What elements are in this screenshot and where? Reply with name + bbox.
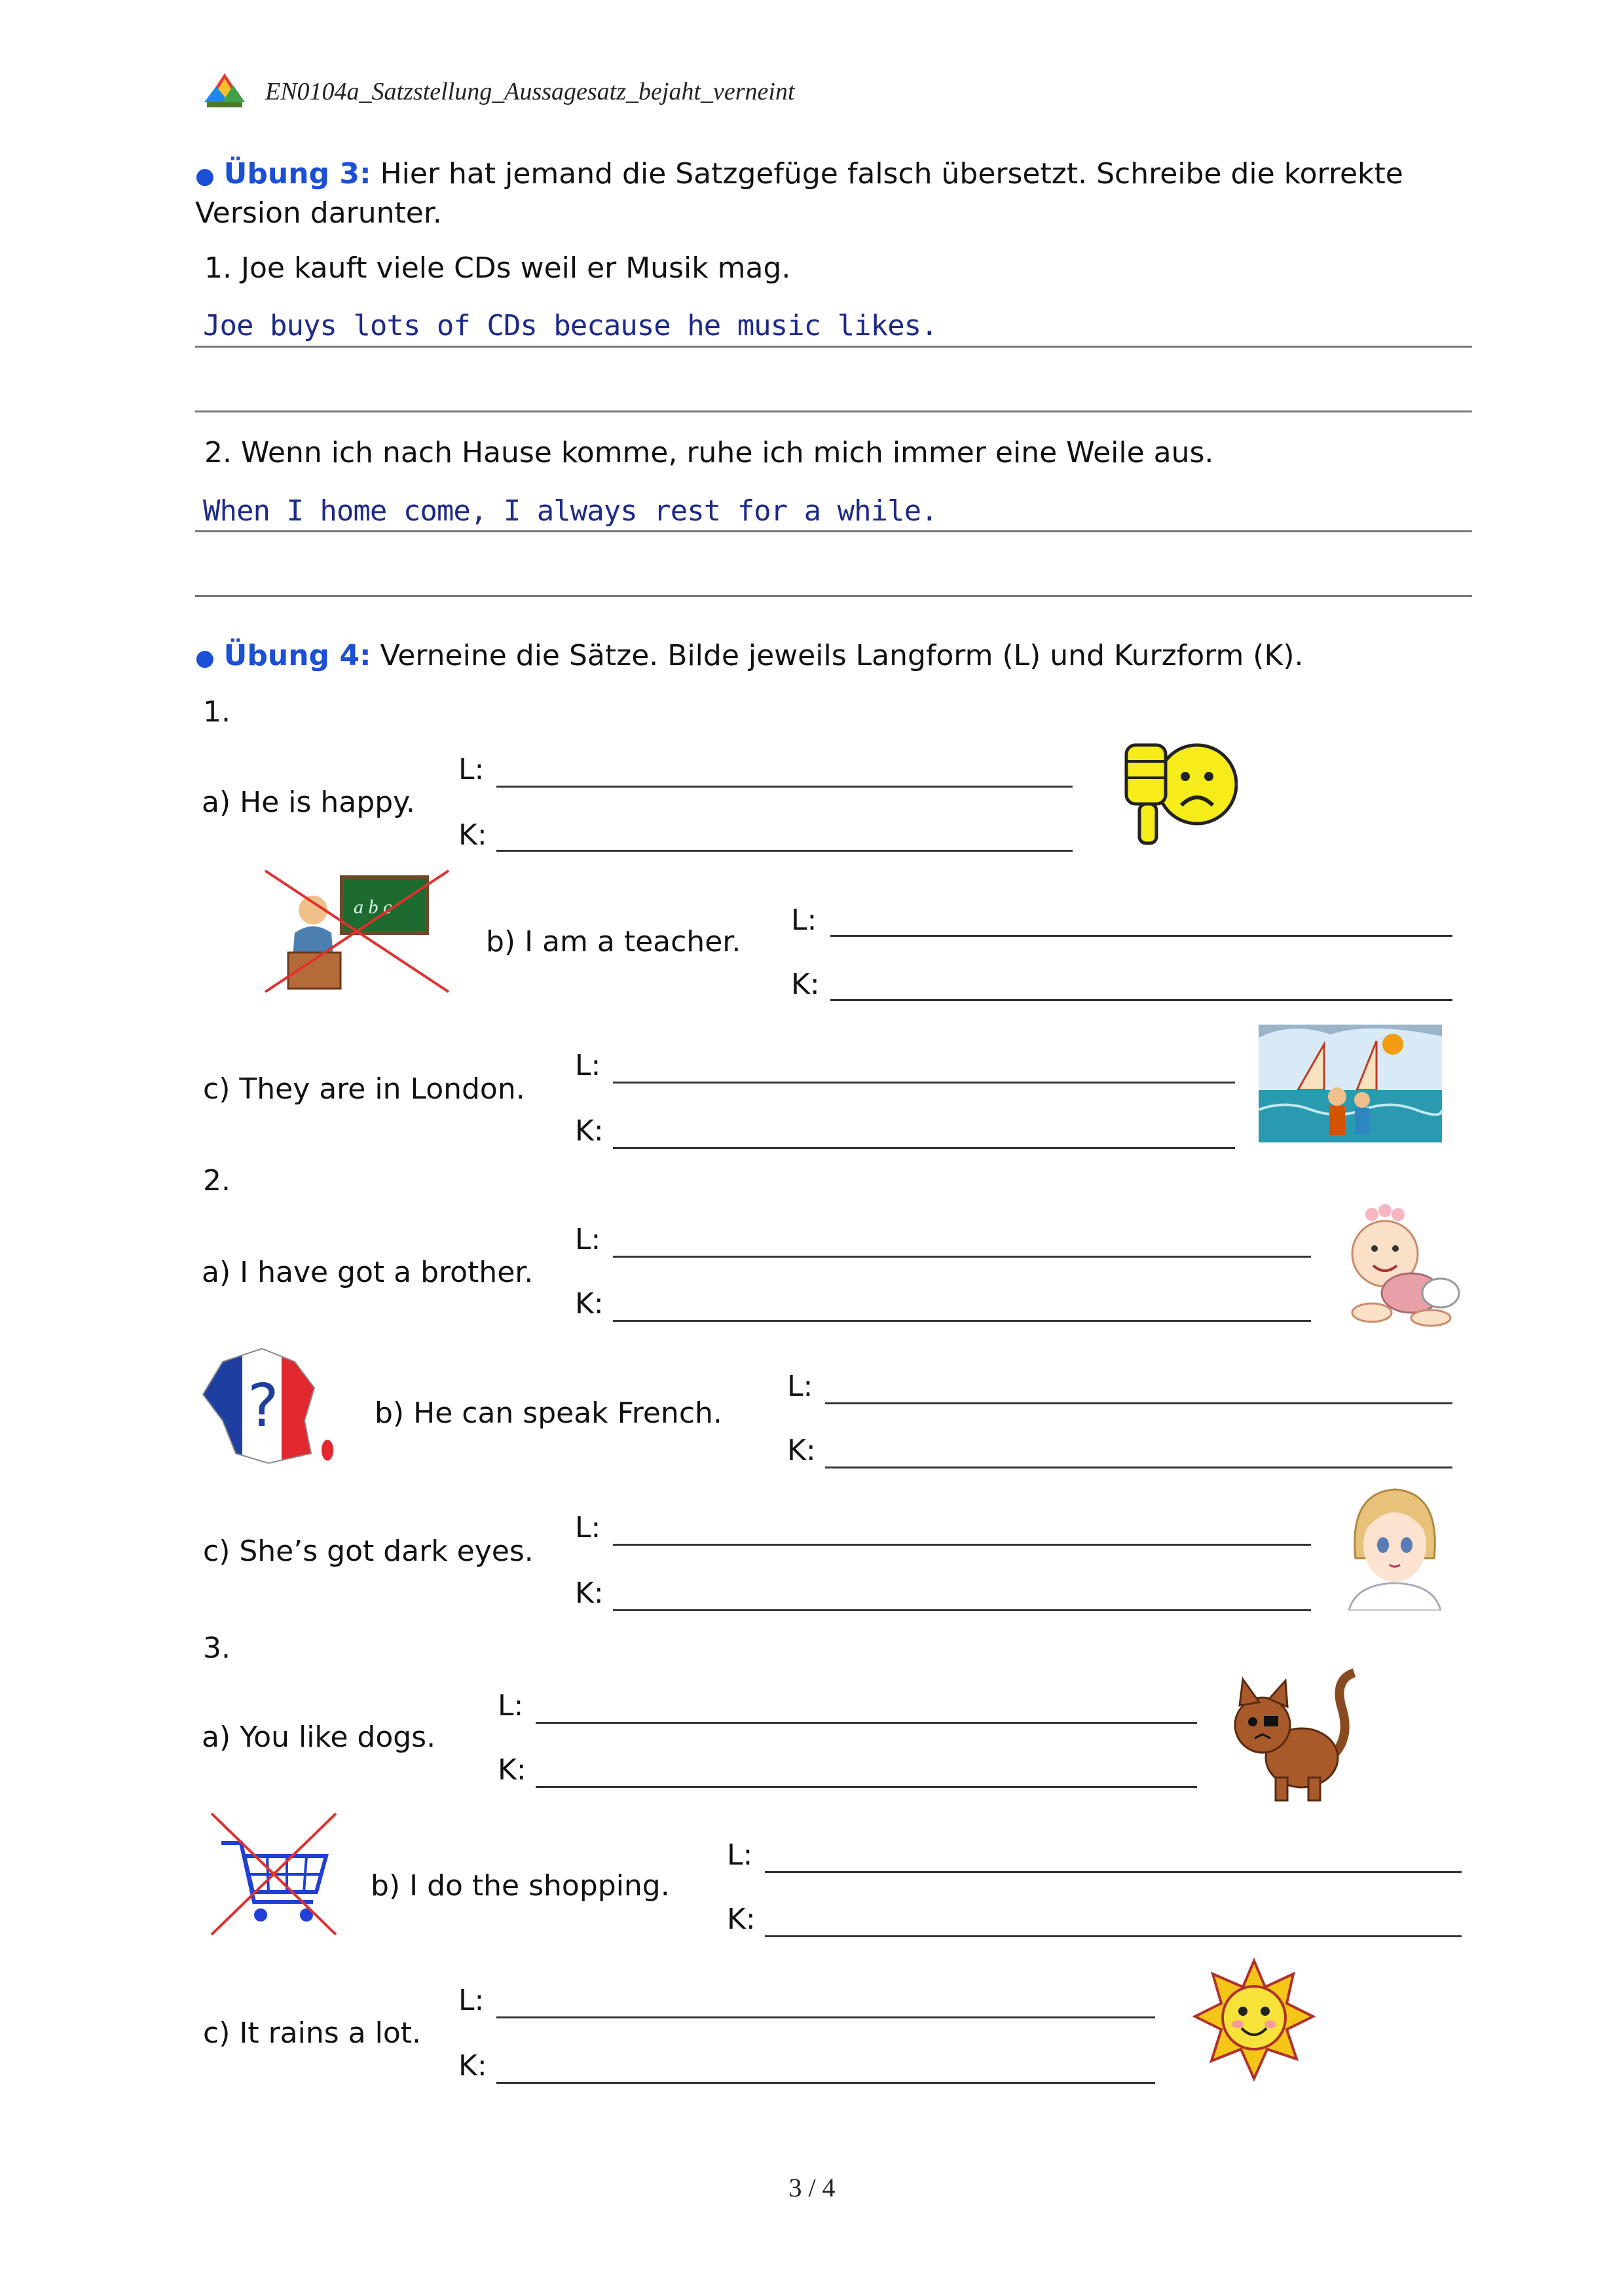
sentence-3c: c) It rains a lot. [203,2016,421,2050]
sentence-1c: c) They are in London. [203,1072,525,1106]
wrong-translation-2: When I home come, I always rest for a while. [203,494,938,528]
wrong-translation-1: Joe buys lots of CDs because he music likes. [203,309,938,342]
publisher-logo-icon [203,72,246,109]
long-form-answer-line[interactable] [613,1544,1311,1546]
long-form-label: L: [575,1049,601,1082]
exercise3-item-1 [204,249,790,288]
long-form-label: L: [575,1511,601,1544]
group-number: 3. [203,1631,231,1665]
group-number: 2. [203,1164,231,1197]
bullet: ● [195,163,215,189]
thumbs-down-sad-face-icon [1113,732,1238,856]
short-form-answer-line[interactable] [496,850,1073,852]
sentence-2b: b) He can speak French. [375,1396,722,1430]
short-form-answer-line[interactable] [765,1935,1462,1937]
short-form-label: K: [458,2049,487,2083]
short-form-label: K: [787,1434,816,1467]
sentence-3b: b) I do the shopping. [371,1869,670,1903]
short-form-answer-line[interactable] [613,1320,1311,1322]
answer-line[interactable] [195,410,1472,412]
german-sentence: Joe kauft viele CDs weil er Musik mag. [240,251,791,285]
short-form-label: K: [458,818,487,852]
short-form-answer-line[interactable] [613,1147,1235,1149]
exercise3-label: Übung 3: [223,157,371,191]
long-form-answer-line[interactable] [765,1871,1462,1873]
beach-sailboats-icon [1252,1018,1449,1146]
long-form-answer-line[interactable] [536,1722,1197,1724]
blonde-girl-icon [1336,1480,1454,1611]
long-form-answer-line[interactable] [825,1402,1452,1404]
short-form-label: K: [575,1287,604,1321]
svg-text:a b c: a b c [354,896,392,918]
answer-line[interactable] [195,595,1472,597]
german-sentence: Wenn ich nach Hause komme, ruhe ich mich immer eine Weile aus. [240,436,1214,469]
short-form-answer-line[interactable] [536,1786,1197,1788]
long-form-answer-line[interactable] [830,935,1452,937]
sentence-2a: a) I have got a brother. [202,1256,534,1289]
sentence-1b: b) I am a teacher. [486,925,741,958]
cat-icon [1223,1666,1367,1804]
exercise3-instruction-line2: Version darunter. [195,196,442,230]
exercise3-item-2 [204,433,1213,473]
crossed-out-teacher-icon [262,867,452,995]
answer-line [195,346,1472,348]
sentence-1a: a) He is happy. [202,786,415,819]
group-number: 1. [203,695,231,729]
document-id: EN0104a_Satzstellung_Aussagesatz_bejaht_verneint [265,78,795,105]
item-number: 2. [204,436,232,469]
exercise4-label: Übung 4: [223,639,371,672]
france-question-map-icon [196,1342,341,1473]
long-form-label: L: [458,1984,485,2017]
long-form-label: L: [458,753,485,786]
long-form-label: L: [727,1838,753,1872]
short-form-label: K: [727,1903,756,1936]
exercise3-heading [195,155,1471,196]
sentence-3a: a) You like dogs. [202,1721,436,1754]
short-form-answer-line[interactable] [496,2082,1155,2084]
crossed-out-shopping-cart-icon [208,1810,339,1938]
baby-girl-icon [1333,1201,1464,1329]
svg-text:?: ? [248,1372,279,1440]
long-form-answer-line[interactable] [613,1082,1235,1084]
sentence-2c: c) She’s got dark eyes. [203,1535,534,1568]
long-form-label: L: [791,903,817,937]
long-form-answer-line[interactable] [613,1256,1311,1258]
exercise4-instruction: Verneine die Sätze. Bilde jeweils Langform (L) und Kurzform (K). [380,639,1304,672]
exercise3-instruction-line1: Hier hat jemand die Satzgefüge falsch übersetzt. Schreibe die korrekte [380,157,1403,191]
page-indicator: 3 / 4 [788,2173,836,2202]
short-form-label: K: [498,1753,526,1787]
short-form-answer-line[interactable] [830,999,1452,1001]
long-form-label: L: [498,1689,524,1722]
long-form-answer-line[interactable] [496,786,1073,788]
smiling-sun-icon [1192,1958,1316,2082]
long-form-answer-line[interactable] [496,2016,1155,2018]
long-form-label: L: [787,1370,813,1403]
short-form-label: K: [575,1114,604,1148]
exercise4-heading [195,636,1303,678]
short-form-label: K: [791,968,820,1001]
short-form-answer-line[interactable] [613,1609,1311,1611]
long-form-label: L: [575,1223,601,1256]
short-form-answer-line[interactable] [825,1467,1452,1468]
short-form-label: K: [575,1576,604,1610]
bullet: ● [195,645,215,671]
answer-line [195,530,1472,532]
item-number: 1. [204,251,232,285]
